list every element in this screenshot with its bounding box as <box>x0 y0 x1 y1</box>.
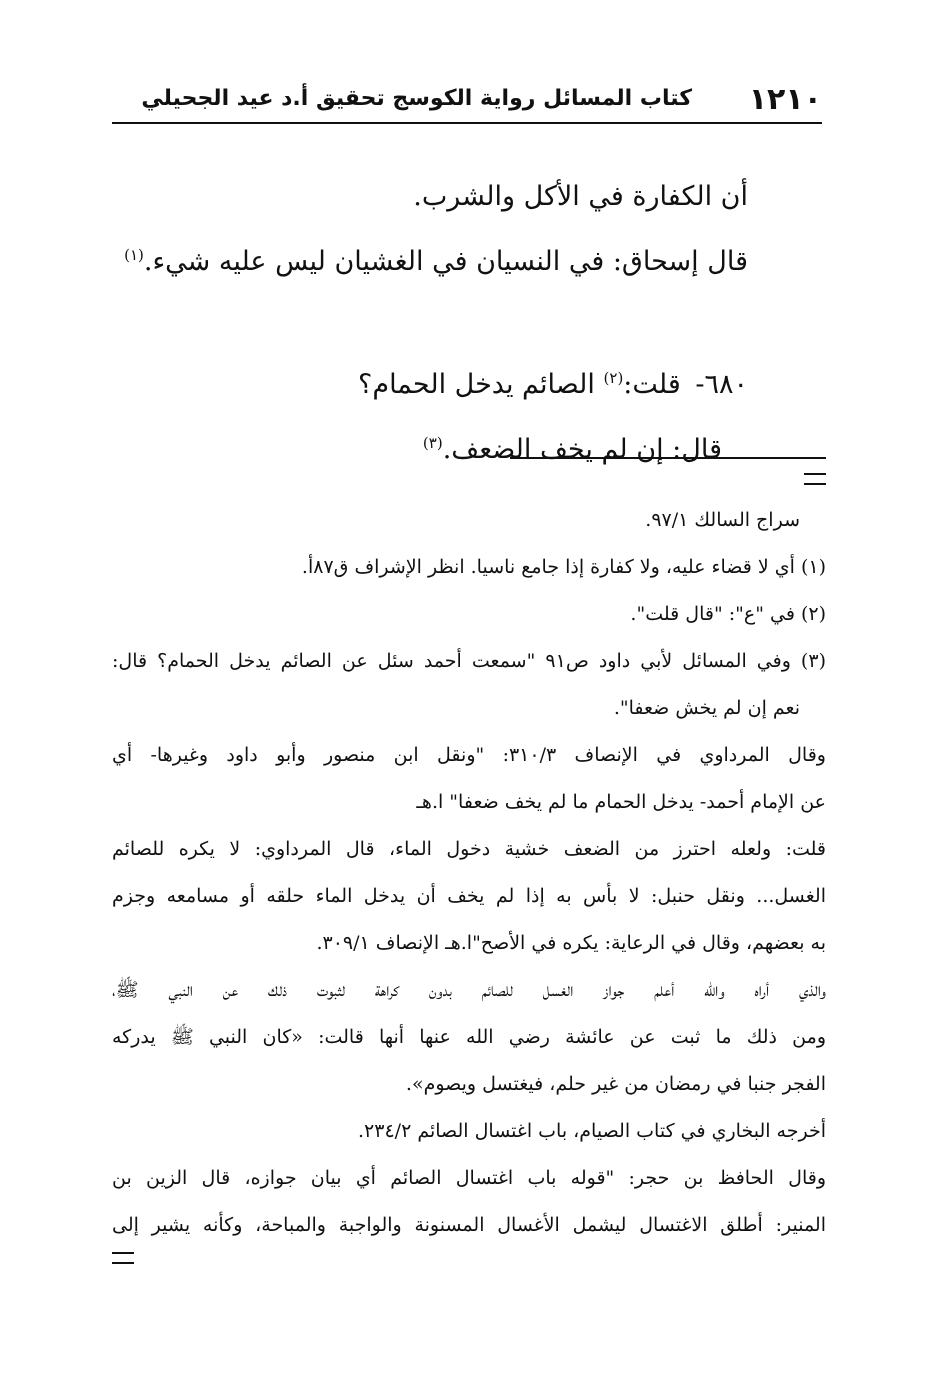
footnote-line: الغسل... ونقل حنبل: لا بأس به إذا لم يخف أن يدخل الماء حلقه أو مسامعه وجزم <box>112 885 826 907</box>
footnote-line: به بعضهم، وقال في الرعاية: يكره في الأصح"ا.هـ الإنصاف ٣٠٩/١. <box>316 932 826 954</box>
answer-text: قال: إن لم يخف الضعف. <box>442 434 722 465</box>
paragraph-gap <box>188 291 748 349</box>
footnote-line: أخرجه البخاري في كتاب الصيام، باب اغتسال الصائم ٢٣٤/٢. <box>358 1120 826 1142</box>
footnote-separator <box>510 457 826 459</box>
footnote-line: وقال المرداوي في الإنصاف ٣١٠/٣: "ونقل ابن منصور وأبو داود وغيرها- أي <box>112 744 826 766</box>
footnote-line: الفجر جنبا في رمضان من غير حلم، فيغتسل ويصوم». <box>405 1073 826 1095</box>
footnote-line: والذي أراه والله أعلم جواز الغسل للصائم بدون كراهة لثبوت ذلك عن النبي ﷺ، <box>112 979 826 1001</box>
footnote-line: المنير: أطلق الاغتسال ليشمل الأغسال المسنونة والواجبة والمباحة، وكأنه يشير إلى <box>112 1214 826 1236</box>
running-title: كتاب المسائل رواية الكوسج تحقيق أ.د عيد الجحيلي <box>141 86 692 111</box>
footnote-line: (١) أي لا قضاء عليه، ولا كفارة إذا جامع ناسيا. انظر الإشراف ق٨٧أ. <box>301 556 826 578</box>
footnote-line: سراج السالك ٩٧/١. <box>645 509 800 531</box>
footnote-line: (٢) في "ع": "قال قلت". <box>630 603 826 625</box>
footnotes <box>112 497 826 1249</box>
text-line-content: أن الكفارة في الأكل والشرب. <box>413 181 748 212</box>
page-header <box>112 82 822 124</box>
footnote-line: ومن ذلك ما ثبت عن عائشة رضي الله عنها أنها قالت: «كان النبي ﷺ يدركه <box>112 1026 826 1048</box>
text-line <box>188 168 748 226</box>
footnote-ref: (٣) <box>422 434 443 452</box>
question-line <box>188 349 748 414</box>
footnote-line: وقال الحافظ بن حجر: "قوله باب اغتسال الصائم أي بيان جوازه، قال الزين بن <box>112 1167 826 1189</box>
text-line-content: قال إسحاق: في النسيان في الغشيان ليس عليه شيء. <box>143 246 748 277</box>
footnote-ref: (١) <box>124 246 144 264</box>
question-intro: قلت: <box>623 369 681 400</box>
question-number: ٦٨٠- <box>695 369 748 400</box>
question-text: الصائم يدخل الحمام؟ <box>358 369 595 400</box>
main-text <box>124 168 748 479</box>
page-number: ١٢١٠ <box>748 82 822 117</box>
footnote-line: (٣) وفي المسائل لأبي داود ص٩١ "سمعت أحمد سئل عن الصائم يدخل الحمام؟ قال: <box>112 650 826 672</box>
footnote-line: نعم إن لم يخش ضعفا". <box>613 697 800 719</box>
text-line <box>124 226 748 291</box>
continuation-mark <box>804 473 826 485</box>
footnote-line: عن الإمام أحمد- يدخل الحمام ما لم يخف ضعفا" ا.هـ <box>416 791 826 813</box>
continuation-mark <box>112 1252 134 1264</box>
footnote-line: قلت: ولعله احترز من الضعف خشية دخول الماء، قال المرداوي: لا يكره للصائم <box>112 838 826 860</box>
answer-line <box>188 414 748 479</box>
footnote-ref: (٢) <box>603 369 624 387</box>
